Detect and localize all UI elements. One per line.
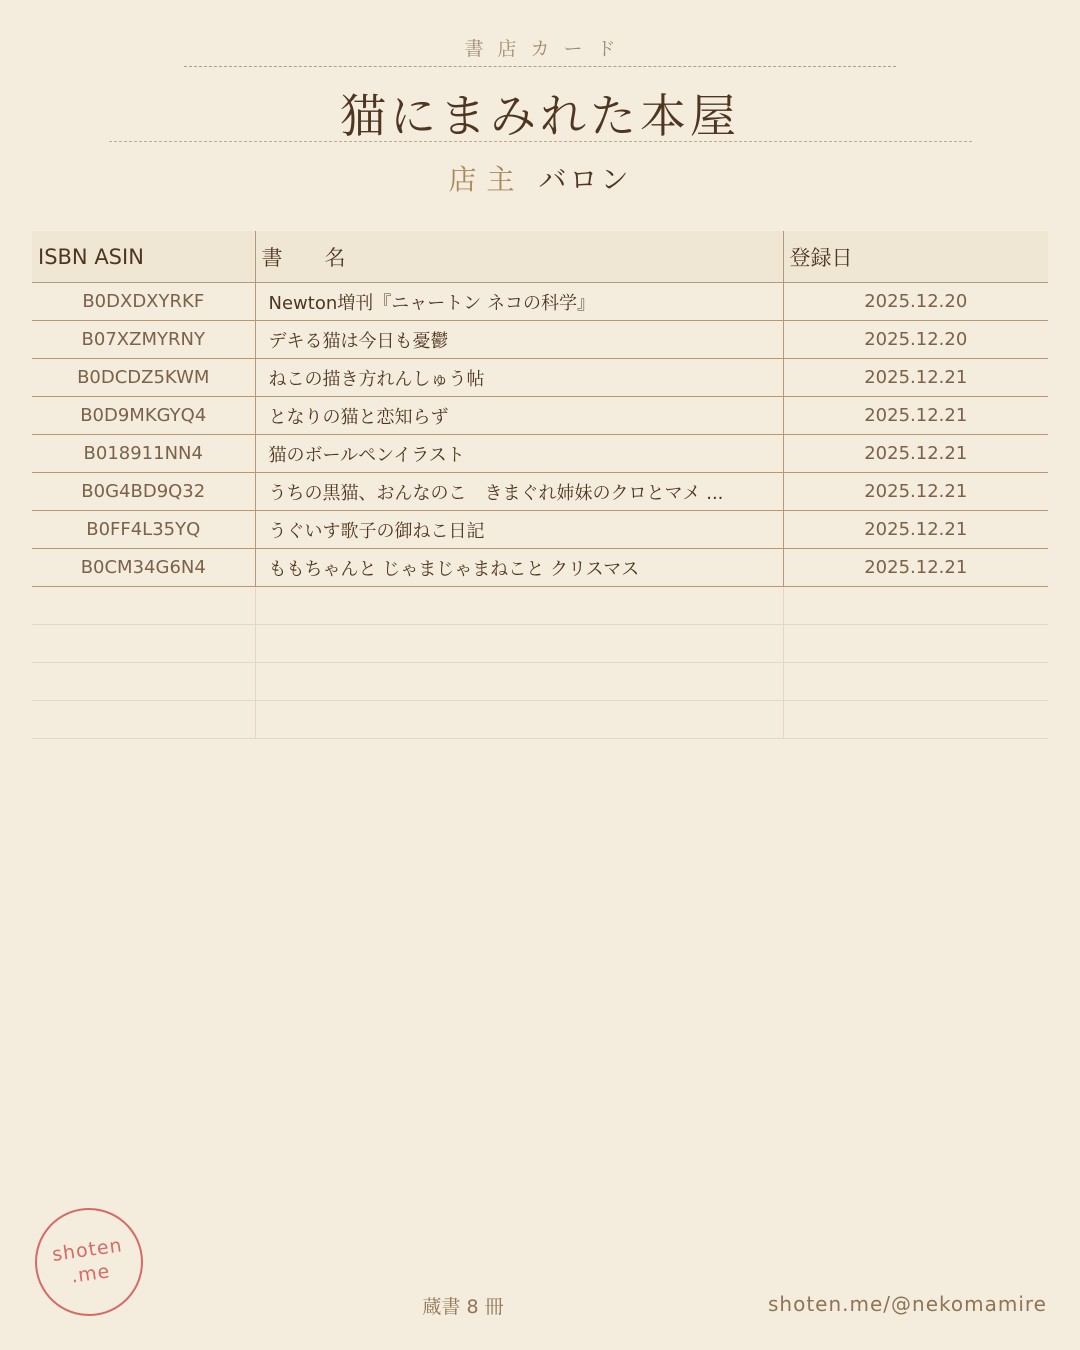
empty-row (32, 587, 1048, 625)
stamp-line-1: shoten (50, 1234, 124, 1266)
title-cell[interactable]: デキる猫は今日も憂鬱 (255, 321, 783, 359)
table-row[interactable] (32, 283, 1048, 321)
card-label: 書店カード (464, 38, 630, 60)
isbn-cell: B018911NN4 (32, 435, 255, 473)
isbn-cell: B0DCDZ5KWM (32, 359, 255, 397)
empty-cell (783, 663, 1048, 701)
empty-row (32, 625, 1048, 663)
shop-title: 猫にまみれた本屋 (340, 89, 740, 143)
column-header-isbn: ISBN ASIN (32, 231, 255, 283)
title-cell[interactable]: うぐいす歌子の御ねこ日記 (255, 511, 783, 549)
isbn-cell: B07XZMYRNY (32, 321, 255, 359)
empty-cell (783, 701, 1048, 739)
table-row[interactable] (32, 321, 1048, 359)
shoten-stamp-logo (28, 1201, 150, 1323)
book-count: 蔵書 8 冊 (422, 1296, 504, 1318)
isbn-cell: B0CM34G6N4 (32, 549, 255, 587)
empty-cell (255, 587, 783, 625)
isbn-cell: B0DXDXYRKF (32, 283, 255, 321)
empty-cell (255, 625, 783, 663)
owner-name: バロン (538, 163, 632, 196)
owner-row (0, 158, 1080, 198)
column-header-title: 書 名 (255, 231, 783, 283)
date-cell: 2025.12.21 (783, 397, 1048, 435)
table-row[interactable] (32, 473, 1048, 511)
date-cell: 2025.12.21 (783, 473, 1048, 511)
table-row[interactable] (32, 549, 1048, 587)
empty-row (32, 701, 1048, 739)
title-cell[interactable]: うちの黒猫、おんなのこ きまぐれ姉妹のクロとマメ ... (255, 473, 783, 511)
divider-middle (109, 141, 972, 142)
empty-cell (783, 587, 1048, 625)
isbn-cell: B0G4BD9Q32 (32, 473, 255, 511)
date-cell: 2025.12.20 (783, 321, 1048, 359)
table-row[interactable] (32, 397, 1048, 435)
date-cell: 2025.12.21 (783, 359, 1048, 397)
date-cell: 2025.12.20 (783, 283, 1048, 321)
empty-cell (255, 701, 783, 739)
isbn-cell: B0D9MKGYQ4 (32, 397, 255, 435)
profile-url-link[interactable]: shoten.me/@nekomamire (768, 1292, 1047, 1316)
table-header-row (32, 231, 1048, 283)
title-cell[interactable]: ももちゃんと じゃまじゃまねこと クリスマス (255, 549, 783, 587)
owner-label: 店主 (448, 163, 525, 196)
title-cell[interactable]: となりの猫と恋知らず (255, 397, 783, 435)
table-row[interactable] (32, 359, 1048, 397)
empty-cell (783, 625, 1048, 663)
title-cell[interactable]: ねこの描き方れんしゅう帖 (255, 359, 783, 397)
title-cell[interactable]: 猫のボールペンイラスト (255, 435, 783, 473)
column-header-date: 登録日 (783, 231, 1048, 283)
book-table (32, 231, 1048, 739)
empty-cell (32, 663, 255, 701)
empty-cell (32, 625, 255, 663)
date-cell: 2025.12.21 (783, 549, 1048, 587)
date-cell: 2025.12.21 (783, 435, 1048, 473)
stamp-line-2: .me (69, 1260, 112, 1288)
table-row[interactable] (32, 511, 1048, 549)
empty-cell (255, 663, 783, 701)
title-cell[interactable]: Newton増刊『ニャートン ネコの科学』 (255, 283, 783, 321)
date-cell: 2025.12.21 (783, 511, 1048, 549)
empty-row (32, 663, 1048, 701)
divider-top (184, 66, 896, 67)
empty-cell (32, 587, 255, 625)
empty-cell (32, 701, 255, 739)
isbn-cell: B0FF4L35YQ (32, 511, 255, 549)
table-row[interactable] (32, 435, 1048, 473)
